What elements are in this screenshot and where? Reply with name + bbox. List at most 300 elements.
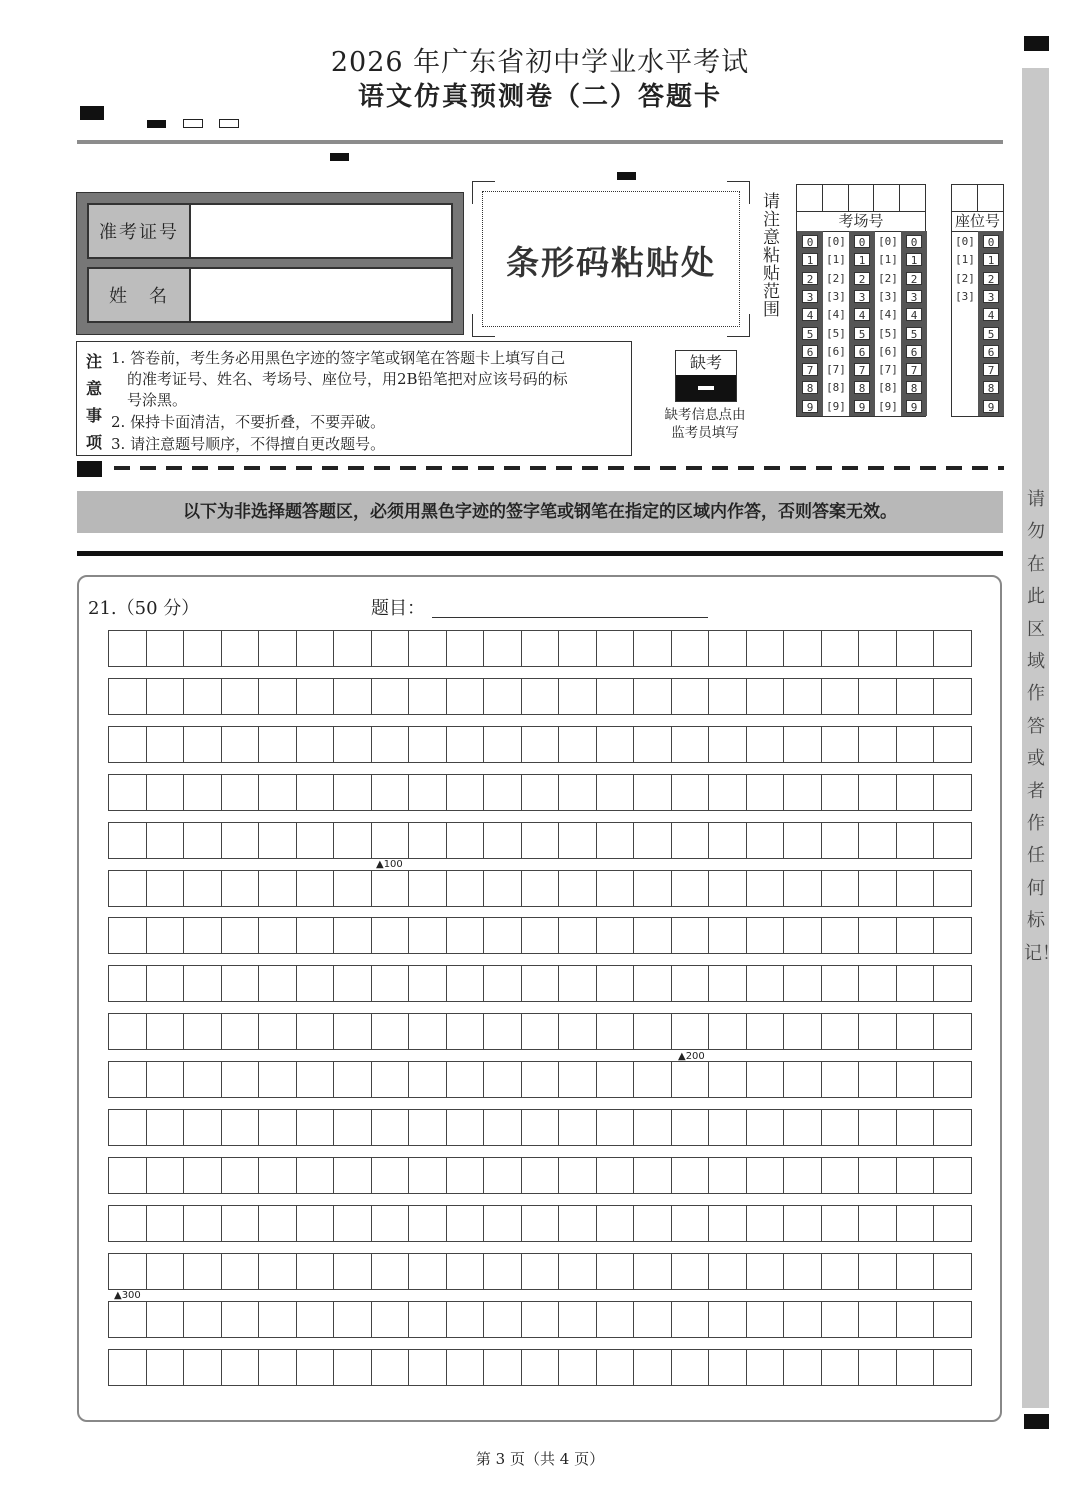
exam-room-digit[interactable]: [1] [826, 253, 846, 267]
grid-cell[interactable] [784, 965, 822, 1002]
grid-cell[interactable] [447, 1349, 485, 1386]
grid-cell[interactable] [147, 1301, 185, 1338]
grid-row[interactable] [108, 1109, 972, 1146]
grid-cell[interactable] [522, 630, 560, 667]
grid-cell[interactable] [334, 726, 372, 763]
grid-cell[interactable] [747, 1349, 785, 1386]
grid-cell[interactable] [709, 965, 747, 1002]
grid-cell[interactable] [297, 1205, 335, 1242]
grid-cell[interactable] [222, 822, 260, 859]
grid-cell[interactable] [597, 1061, 635, 1098]
grid-cell[interactable] [334, 1061, 372, 1098]
grid-cell[interactable] [108, 917, 147, 954]
grid-row[interactable] [108, 1157, 972, 1194]
grid-cell[interactable] [222, 870, 260, 907]
grid-cell[interactable] [897, 1157, 935, 1194]
grid-cell[interactable] [709, 870, 747, 907]
exam-room-digit[interactable]: [7] [878, 363, 898, 377]
grid-cell[interactable] [522, 965, 560, 1002]
grid-cell[interactable] [934, 1013, 972, 1050]
grid-cell[interactable] [559, 1301, 597, 1338]
grid-cell[interactable] [559, 1349, 597, 1386]
grid-cell[interactable] [297, 678, 335, 715]
grid-cell[interactable] [372, 726, 410, 763]
grid-cell[interactable] [859, 1349, 897, 1386]
grid-cell[interactable] [297, 1301, 335, 1338]
exam-room-digit[interactable]: 0 [906, 235, 922, 248]
grid-cell[interactable] [634, 726, 672, 763]
grid-cell[interactable] [747, 1109, 785, 1146]
grid-cell[interactable] [709, 726, 747, 763]
grid-row[interactable] [108, 1301, 972, 1338]
grid-cell[interactable] [634, 1013, 672, 1050]
grid-cell[interactable] [184, 1301, 222, 1338]
grid-cell[interactable] [559, 678, 597, 715]
grid-cell[interactable] [859, 726, 897, 763]
grid-cell[interactable] [822, 1157, 860, 1194]
grid-cell[interactable] [372, 870, 410, 907]
grid-cell[interactable] [372, 822, 410, 859]
grid-cell[interactable] [634, 965, 672, 1002]
grid-cell[interactable] [409, 1205, 447, 1242]
grid-cell[interactable] [784, 1205, 822, 1242]
grid-cell[interactable] [409, 1157, 447, 1194]
grid-cell[interactable] [672, 1013, 710, 1050]
grid-cell[interactable] [297, 917, 335, 954]
exam-room-digit[interactable]: [9] [878, 399, 898, 413]
grid-cell[interactable] [484, 1061, 522, 1098]
grid-cell[interactable] [897, 1205, 935, 1242]
grid-cell[interactable] [147, 1205, 185, 1242]
grid-cell[interactable] [409, 1061, 447, 1098]
exam-room-digit[interactable]: 1 [854, 253, 870, 266]
grid-cell[interactable] [897, 726, 935, 763]
exam-room-digit[interactable]: [8] [878, 381, 898, 395]
grid-cell[interactable] [222, 726, 260, 763]
grid-cell[interactable] [784, 1157, 822, 1194]
grid-cell[interactable] [747, 1253, 785, 1290]
exam-room-digit[interactable]: 9 [802, 400, 818, 413]
grid-cell[interactable] [822, 965, 860, 1002]
grid-row[interactable] [108, 1205, 972, 1242]
grid-cell[interactable] [372, 1253, 410, 1290]
grid-cell[interactable] [859, 1205, 897, 1242]
grid-cell[interactable] [597, 1157, 635, 1194]
grid-cell[interactable] [108, 1157, 147, 1194]
grid-cell[interactable] [147, 822, 185, 859]
grid-cell[interactable] [372, 1109, 410, 1146]
grid-cell[interactable] [522, 822, 560, 859]
grid-cell[interactable] [747, 1061, 785, 1098]
grid-cell[interactable] [297, 965, 335, 1002]
grid-cell[interactable] [672, 870, 710, 907]
grid-cell[interactable] [484, 1349, 522, 1386]
grid-cell[interactable] [522, 870, 560, 907]
grid-cell[interactable] [222, 1301, 260, 1338]
grid-row[interactable] [108, 726, 972, 763]
seat-digit[interactable]: [0] [955, 235, 975, 248]
grid-cell[interactable] [597, 1349, 635, 1386]
grid-cell[interactable] [934, 1061, 972, 1098]
grid-cell[interactable] [709, 774, 747, 811]
grid-cell[interactable] [897, 774, 935, 811]
grid-cell[interactable] [747, 630, 785, 667]
grid-cell[interactable] [108, 1013, 147, 1050]
grid-cell[interactable] [672, 1157, 710, 1194]
grid-cell[interactable] [784, 870, 822, 907]
grid-cell[interactable] [784, 630, 822, 667]
grid-cell[interactable] [522, 1061, 560, 1098]
grid-cell[interactable] [484, 870, 522, 907]
grid-cell[interactable] [934, 1205, 972, 1242]
grid-cell[interactable] [859, 965, 897, 1002]
grid-cell[interactable] [447, 726, 485, 763]
exam-room-digit[interactable]: 8 [854, 381, 870, 394]
grid-cell[interactable] [559, 630, 597, 667]
grid-row[interactable] [108, 870, 972, 907]
grid-cell[interactable] [559, 726, 597, 763]
grid-cell[interactable] [297, 1253, 335, 1290]
grid-cell[interactable] [597, 774, 635, 811]
grid-cell[interactable] [222, 678, 260, 715]
grid-cell[interactable] [372, 774, 410, 811]
grid-cell[interactable] [108, 870, 147, 907]
grid-cell[interactable] [259, 1349, 297, 1386]
grid-cell[interactable] [259, 1157, 297, 1194]
exam-room-digit[interactable]: 6 [802, 345, 818, 358]
grid-cell[interactable] [822, 774, 860, 811]
grid-cell[interactable] [222, 1205, 260, 1242]
grid-cell[interactable] [859, 870, 897, 907]
grid-cell[interactable] [484, 917, 522, 954]
grid-cell[interactable] [747, 1157, 785, 1194]
grid-cell[interactable] [597, 965, 635, 1002]
grid-cell[interactable] [522, 1205, 560, 1242]
grid-cell[interactable] [259, 1013, 297, 1050]
grid-cell[interactable] [522, 1349, 560, 1386]
grid-cell[interactable] [672, 965, 710, 1002]
grid-cell[interactable] [334, 1253, 372, 1290]
grid-row[interactable] [108, 1061, 972, 1098]
grid-cell[interactable] [784, 1253, 822, 1290]
grid-cell[interactable] [184, 630, 222, 667]
grid-cell[interactable] [672, 1205, 710, 1242]
grid-cell[interactable] [672, 678, 710, 715]
grid-cell[interactable] [484, 1109, 522, 1146]
grid-cell[interactable] [522, 1013, 560, 1050]
grid-row[interactable] [108, 822, 972, 859]
grid-cell[interactable] [859, 1109, 897, 1146]
grid-cell[interactable] [747, 1301, 785, 1338]
grid-cell[interactable] [147, 630, 185, 667]
grid-cell[interactable] [784, 1109, 822, 1146]
grid-cell[interactable] [634, 1301, 672, 1338]
grid-cell[interactable] [859, 917, 897, 954]
grid-row[interactable] [108, 774, 972, 811]
grid-cell[interactable] [184, 678, 222, 715]
grid-cell[interactable] [897, 1301, 935, 1338]
grid-cell[interactable] [672, 1109, 710, 1146]
grid-cell[interactable] [184, 1205, 222, 1242]
grid-cell[interactable] [409, 870, 447, 907]
grid-cell[interactable] [297, 870, 335, 907]
grid-cell[interactable] [409, 822, 447, 859]
grid-cell[interactable] [634, 1349, 672, 1386]
grid-cell[interactable] [634, 630, 672, 667]
grid-cell[interactable] [709, 1061, 747, 1098]
grid-cell[interactable] [672, 1301, 710, 1338]
grid-cell[interactable] [559, 965, 597, 1002]
exam-room-digit[interactable]: 2 [906, 272, 922, 285]
grid-cell[interactable] [372, 917, 410, 954]
grid-cell[interactable] [372, 1205, 410, 1242]
grid-cell[interactable] [897, 1349, 935, 1386]
grid-cell[interactable] [222, 1013, 260, 1050]
grid-cell[interactable] [108, 1253, 147, 1290]
grid-cell[interactable] [484, 822, 522, 859]
grid-cell[interactable] [747, 965, 785, 1002]
grid-cell[interactable] [372, 630, 410, 667]
grid-cell[interactable] [222, 774, 260, 811]
grid-cell[interactable] [108, 1109, 147, 1146]
grid-cell[interactable] [822, 630, 860, 667]
grid-cell[interactable] [447, 917, 485, 954]
grid-cell[interactable] [897, 822, 935, 859]
grid-cell[interactable] [897, 870, 935, 907]
grid-cell[interactable] [747, 1013, 785, 1050]
exam-room-digit[interactable]: 2 [854, 272, 870, 285]
exam-room-digit[interactable]: 7 [854, 363, 870, 376]
grid-cell[interactable] [259, 678, 297, 715]
grid-cell[interactable] [184, 1253, 222, 1290]
grid-cell[interactable] [372, 1349, 410, 1386]
grid-cell[interactable] [447, 1205, 485, 1242]
grid-cell[interactable] [709, 1157, 747, 1194]
grid-cell[interactable] [259, 870, 297, 907]
grid-cell[interactable] [672, 726, 710, 763]
grid-cell[interactable] [747, 726, 785, 763]
grid-cell[interactable] [634, 1157, 672, 1194]
grid-cell[interactable] [372, 1157, 410, 1194]
exam-room-digit[interactable]: [0] [826, 235, 846, 248]
grid-cell[interactable] [259, 965, 297, 1002]
grid-cell[interactable] [297, 1109, 335, 1146]
grid-cell[interactable] [484, 965, 522, 1002]
grid-cell[interactable] [108, 965, 147, 1002]
grid-cell[interactable] [334, 774, 372, 811]
grid-cell[interactable] [147, 726, 185, 763]
grid-cell[interactable] [522, 1157, 560, 1194]
exam-room-digit[interactable]: 8 [906, 381, 922, 394]
exam-room-digit[interactable]: 4 [854, 308, 870, 321]
grid-cell[interactable] [522, 917, 560, 954]
grid-cell[interactable] [297, 1349, 335, 1386]
seat-digit[interactable]: 4 [983, 308, 999, 321]
grid-cell[interactable] [409, 1253, 447, 1290]
grid-cell[interactable] [747, 678, 785, 715]
grid-cell[interactable] [184, 1109, 222, 1146]
grid-cell[interactable] [859, 1253, 897, 1290]
grid-cell[interactable] [447, 870, 485, 907]
grid-cell[interactable] [108, 1061, 147, 1098]
grid-cell[interactable] [409, 1109, 447, 1146]
grid-cell[interactable] [709, 917, 747, 954]
grid-cell[interactable] [334, 630, 372, 667]
grid-cell[interactable] [672, 1253, 710, 1290]
grid-cell[interactable] [147, 1013, 185, 1050]
grid-cell[interactable] [597, 1109, 635, 1146]
grid-cell[interactable] [259, 1061, 297, 1098]
grid-cell[interactable] [147, 678, 185, 715]
grid-row[interactable] [108, 1013, 972, 1050]
grid-cell[interactable] [897, 917, 935, 954]
grid-cell[interactable] [522, 1301, 560, 1338]
grid-cell[interactable] [709, 678, 747, 715]
grid-cell[interactable] [297, 774, 335, 811]
grid-cell[interactable] [784, 917, 822, 954]
grid-cell[interactable] [259, 774, 297, 811]
exam-room-digit[interactable]: [2] [826, 271, 846, 285]
grid-cell[interactable] [747, 1205, 785, 1242]
grid-cell[interactable] [184, 726, 222, 763]
grid-cell[interactable] [634, 1205, 672, 1242]
grid-cell[interactable] [672, 1349, 710, 1386]
grid-cell[interactable] [634, 1253, 672, 1290]
exam-room-digit[interactable]: 1 [906, 253, 922, 266]
grid-cell[interactable] [784, 1301, 822, 1338]
grid-cell[interactable] [597, 630, 635, 667]
exam-room-digit[interactable]: 7 [906, 363, 922, 376]
grid-cell[interactable] [297, 1013, 335, 1050]
grid-cell[interactable] [934, 630, 972, 667]
grid-cell[interactable] [184, 965, 222, 1002]
grid-cell[interactable] [484, 1205, 522, 1242]
grid-cell[interactable] [108, 774, 147, 811]
grid-cell[interactable] [672, 822, 710, 859]
grid-cell[interactable] [147, 870, 185, 907]
grid-cell[interactable] [784, 774, 822, 811]
grid-cell[interactable] [934, 1157, 972, 1194]
grid-cell[interactable] [484, 1253, 522, 1290]
exam-room-digit[interactable]: [3] [826, 289, 846, 303]
grid-cell[interactable] [859, 1157, 897, 1194]
seat-digit[interactable]: [2] [955, 271, 975, 285]
grid-cell[interactable] [447, 1301, 485, 1338]
grid-cell[interactable] [747, 870, 785, 907]
exam-room-digit[interactable]: 8 [802, 381, 818, 394]
exam-room-digit[interactable]: [5] [878, 326, 898, 340]
grid-cell[interactable] [597, 1301, 635, 1338]
grid-cell[interactable] [822, 1349, 860, 1386]
exam-room-digit[interactable]: [1] [878, 253, 898, 267]
grid-cell[interactable] [559, 1109, 597, 1146]
grid-cell[interactable] [709, 1301, 747, 1338]
seat-digit[interactable]: 6 [983, 345, 999, 358]
grid-cell[interactable] [634, 1061, 672, 1098]
grid-cell[interactable] [559, 774, 597, 811]
grid-cell[interactable] [222, 965, 260, 1002]
grid-cell[interactable] [897, 965, 935, 1002]
seat-digit[interactable]: 3 [983, 290, 999, 303]
grid-cell[interactable] [147, 1253, 185, 1290]
grid-cell[interactable] [859, 678, 897, 715]
grid-cell[interactable] [559, 1253, 597, 1290]
grid-cell[interactable] [822, 1301, 860, 1338]
grid-cell[interactable] [934, 774, 972, 811]
exam-room-digit[interactable]: 0 [802, 235, 818, 248]
absent-box[interactable] [675, 350, 737, 402]
grid-cell[interactable] [334, 1301, 372, 1338]
grid-cell[interactable] [822, 822, 860, 859]
grid-cell[interactable] [184, 1157, 222, 1194]
grid-cell[interactable] [672, 1061, 710, 1098]
grid-cell[interactable] [259, 917, 297, 954]
grid-cell[interactable] [522, 774, 560, 811]
grid-cell[interactable] [897, 630, 935, 667]
grid-cell[interactable] [859, 1301, 897, 1338]
grid-cell[interactable] [447, 1013, 485, 1050]
grid-cell[interactable] [784, 1349, 822, 1386]
grid-cell[interactable] [484, 1301, 522, 1338]
grid-cell[interactable] [822, 1109, 860, 1146]
grid-cell[interactable] [522, 726, 560, 763]
grid-cell[interactable] [897, 1013, 935, 1050]
grid-cell[interactable] [108, 726, 147, 763]
seat-digit[interactable]: 2 [983, 272, 999, 285]
grid-cell[interactable] [822, 678, 860, 715]
grid-cell[interactable] [222, 917, 260, 954]
exam-room-digit[interactable]: 5 [854, 327, 870, 340]
grid-cell[interactable] [484, 678, 522, 715]
grid-cell[interactable] [897, 678, 935, 715]
grid-row[interactable] [108, 1349, 972, 1386]
grid-cell[interactable] [259, 1301, 297, 1338]
grid-cell[interactable] [559, 1013, 597, 1050]
grid-cell[interactable] [259, 630, 297, 667]
grid-cell[interactable] [334, 1157, 372, 1194]
exam-room-digit[interactable]: [6] [878, 344, 898, 358]
grid-cell[interactable] [334, 1109, 372, 1146]
grid-cell[interactable] [934, 726, 972, 763]
grid-cell[interactable] [184, 917, 222, 954]
grid-cell[interactable] [184, 870, 222, 907]
grid-cell[interactable] [222, 1109, 260, 1146]
grid-cell[interactable] [559, 1157, 597, 1194]
grid-cell[interactable] [147, 1349, 185, 1386]
grid-cell[interactable] [634, 917, 672, 954]
grid-cell[interactable] [147, 917, 185, 954]
grid-cell[interactable] [259, 726, 297, 763]
grid-cell[interactable] [859, 822, 897, 859]
grid-cell[interactable] [822, 1205, 860, 1242]
grid-cell[interactable] [934, 917, 972, 954]
grid-cell[interactable] [822, 1061, 860, 1098]
exam-room-digit[interactable]: 0 [854, 235, 870, 248]
grid-cell[interactable] [447, 965, 485, 1002]
grid-cell[interactable] [634, 774, 672, 811]
grid-cell[interactable] [108, 1205, 147, 1242]
grid-cell[interactable] [147, 774, 185, 811]
exam-room-digit[interactable]: 6 [906, 345, 922, 358]
grid-cell[interactable] [259, 1205, 297, 1242]
grid-cell[interactable] [409, 774, 447, 811]
exam-room-digit[interactable]: [4] [878, 308, 898, 322]
grid-row[interactable] [108, 630, 972, 667]
grid-cell[interactable] [484, 726, 522, 763]
grid-cell[interactable] [522, 1253, 560, 1290]
grid-cell[interactable] [484, 1157, 522, 1194]
grid-cell[interactable] [709, 1349, 747, 1386]
